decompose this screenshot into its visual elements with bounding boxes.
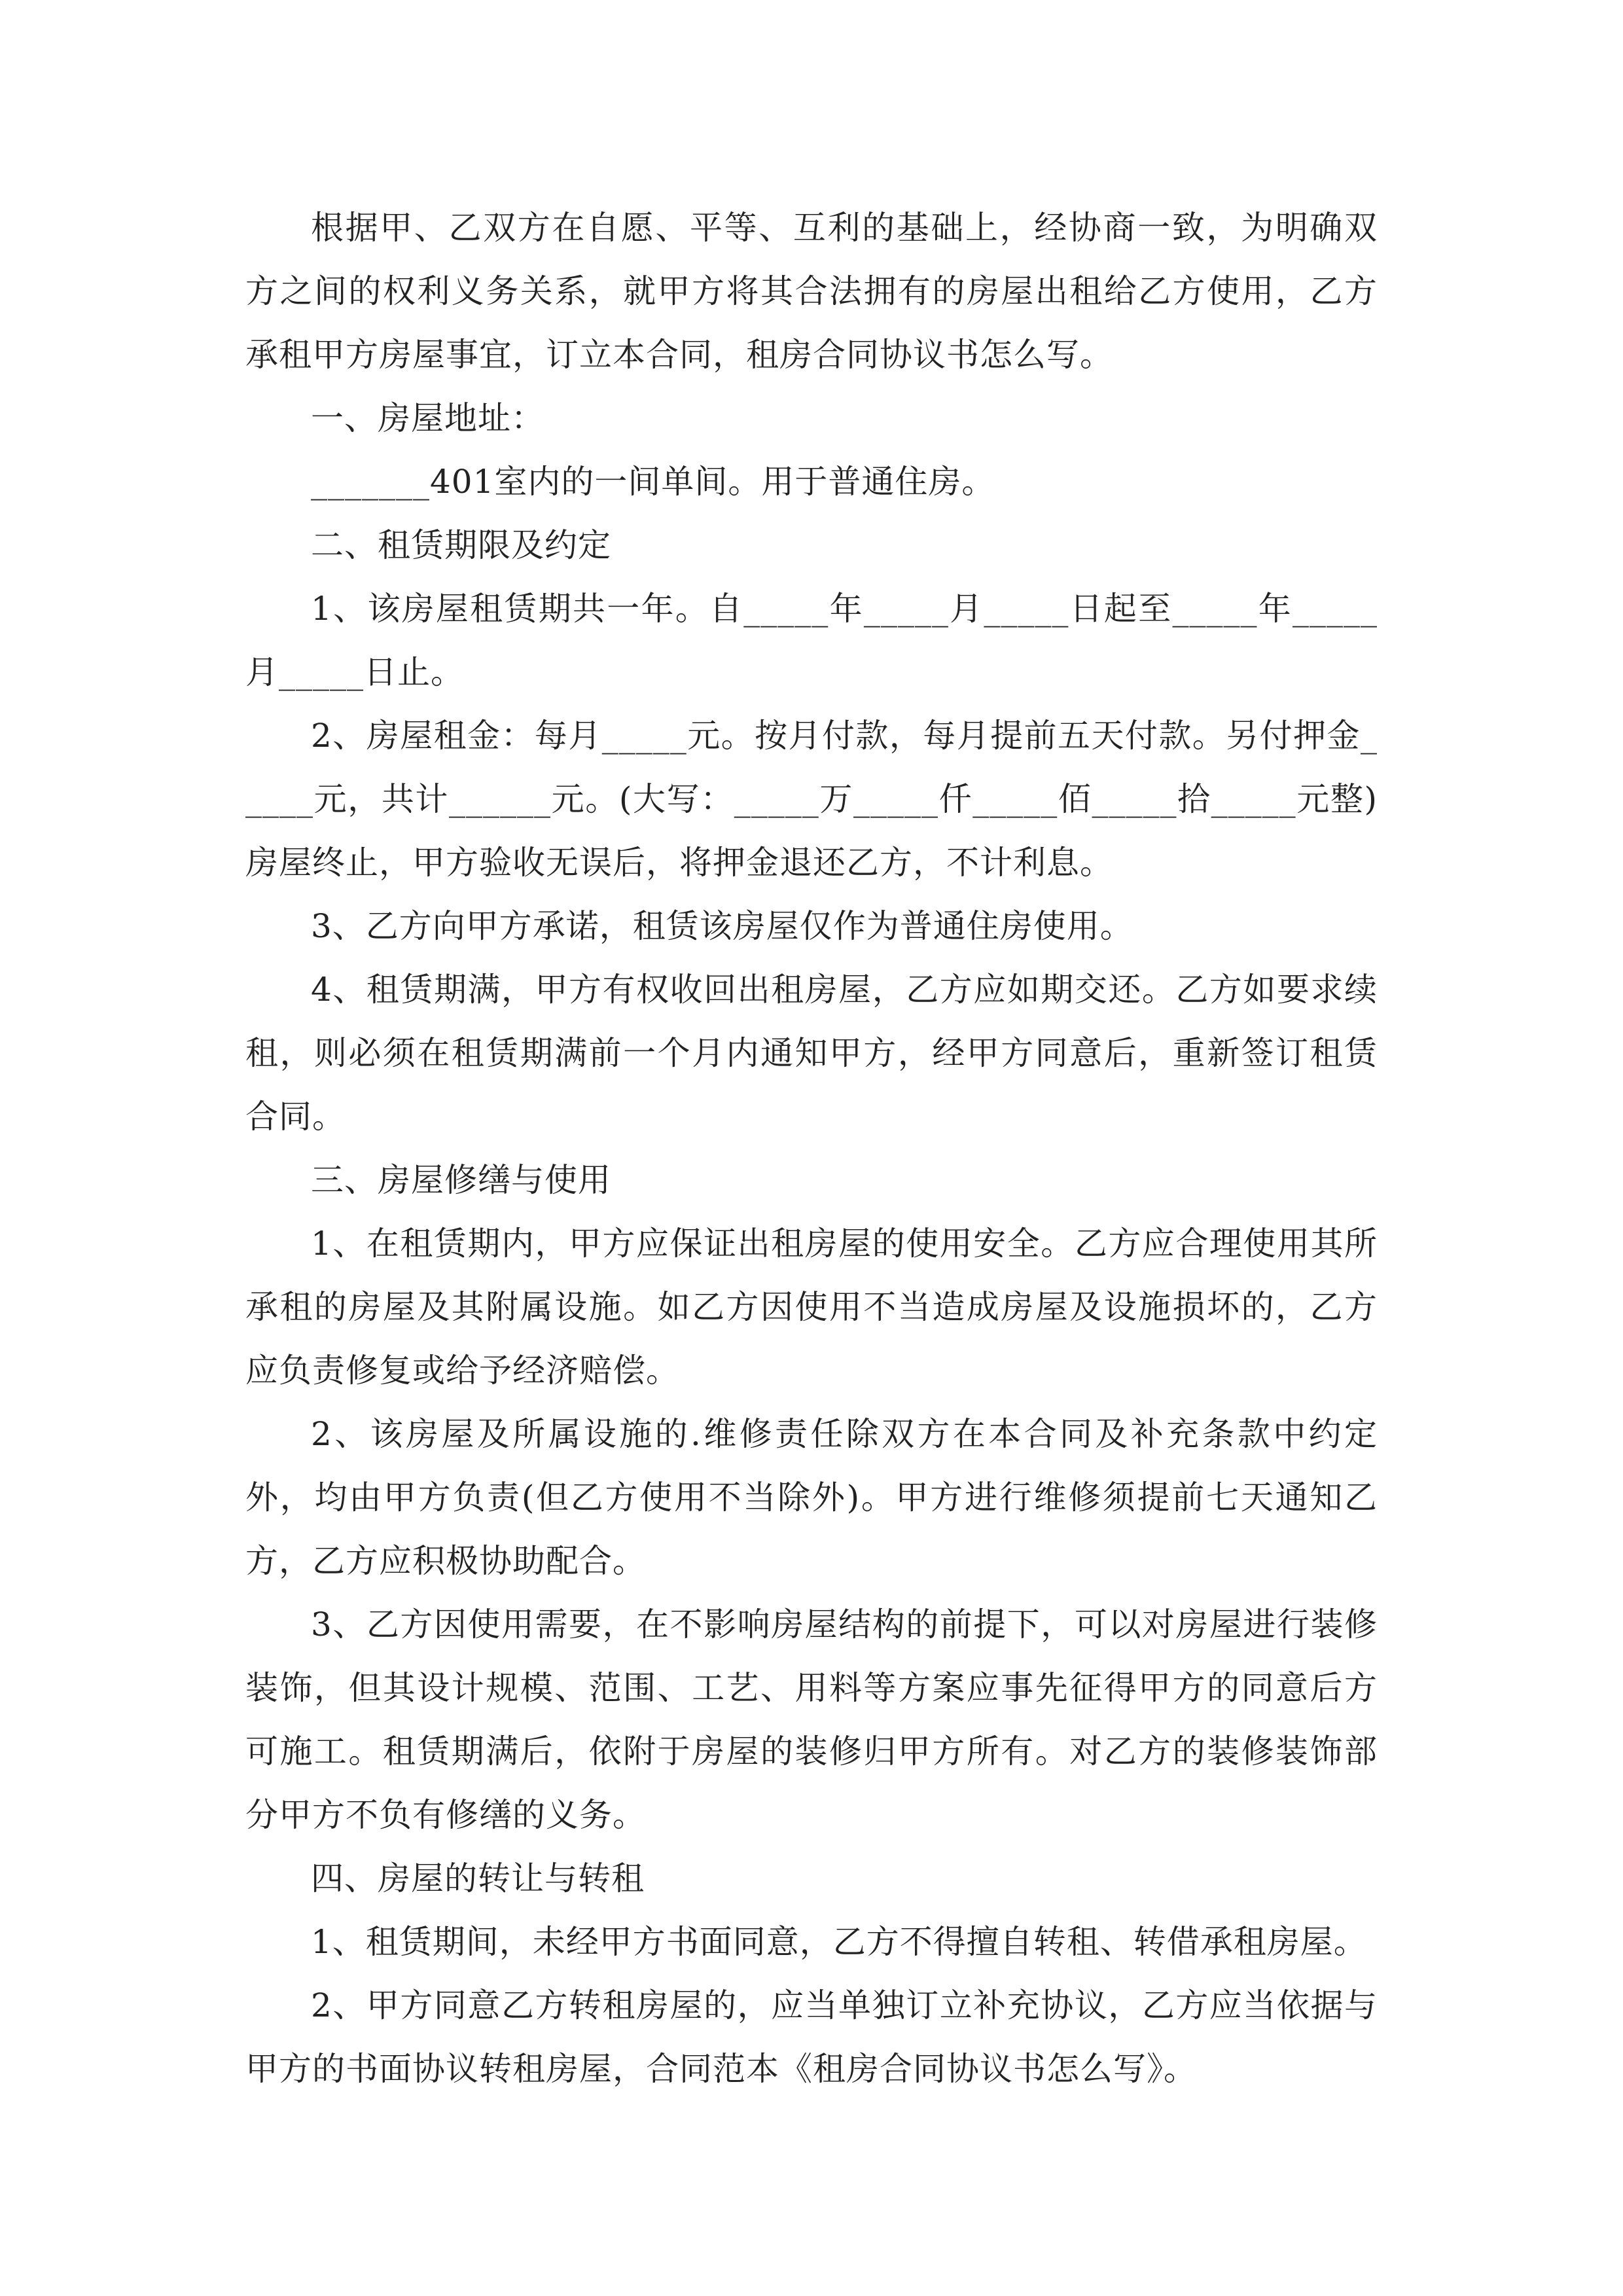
- lease-term-clause-4: 4、租赁期满，甲方有权收回出租房屋，乙方应如期交还。乙方如要求续租，则必须在租赁期满前一个月内通知甲方，经甲方同意后，重新签订租赁合同。: [245, 971, 1378, 1136]
- transfer-clause-2: 2、甲方同意乙方转租房屋的，应当单独订立补充协议，乙方应当依据与甲方的书面协议转租房屋，合同范本《租房合同协议书怎么写》。: [245, 1986, 1378, 2088]
- section-heading-lease-term: 二、租赁期限及约定: [311, 526, 611, 564]
- section-heading-transfer: 四、房屋的转让与转租: [311, 1859, 645, 1897]
- repair-clause-3: 3、乙方因使用需要，在不影响房屋结构的前提下，可以对房屋进行装修装饰，但其设计规模、范围、工艺、用料等方案应事先征得甲方的同意后方可施工。租赁期满后，依附于房屋的装修归甲方所有。对乙方的装修装饰部分甲方不负有修缮的义务。: [245, 1605, 1378, 1834]
- repair-clause-2: 2、该房屋及所属设施的.维修责任除双方在本合同及补充条款中约定外，均由甲方负责(但乙方使用不当除外)。甲方进行维修须提前七天通知乙方，乙方应积极协助配合。: [245, 1415, 1378, 1580]
- transfer-clause-1: 1、租赁期间，未经甲方书面同意，乙方不得擅自转租、转借承租房屋。: [311, 1923, 1367, 1961]
- address-paragraph: _______401室内的一间单间。用于普通住房。: [311, 463, 995, 501]
- lease-term-clause-2: 2、房屋租金：每月_____元。按月付款，每月提前五天付款。另付押金_____元，共计______元。(大写：_____万_____仟_____佰_____拾_____元整)房屋终止，甲方验收无误后，将押金退还乙方，不计利息。: [245, 717, 1378, 882]
- section-heading-address: 一、房屋地址：: [311, 399, 544, 437]
- section-heading-repair: 三、房屋修缮与使用: [311, 1161, 611, 1199]
- repair-clause-1: 1、在租赁期内，甲方应保证出租房屋的使用安全。乙方应合理使用其所承租的房屋及其附属设施。如乙方因使用不当造成房屋及设施损坏的，乙方应负责修复或给予经济赔偿。: [245, 1225, 1378, 1390]
- lease-term-clause-3: 3、乙方向甲方承诺，租赁该房屋仅作为普通住房使用。: [311, 907, 1133, 945]
- document-page: [245, 196, 1378, 2101]
- intro-paragraph: 根据甲、乙双方在自愿、平等、互利的基础上，经协商一致，为明确双方之间的权利义务关系，就甲方将其合法拥有的房屋出租给乙方使用，乙方承租甲方房屋事宜，订立本合同，租房合同协议书怎么写。: [245, 209, 1378, 374]
- lease-term-clause-1: 1、该房屋租赁期共一年。自_____年_____月_____日起至_____年_____月_____日止。: [245, 590, 1378, 691]
